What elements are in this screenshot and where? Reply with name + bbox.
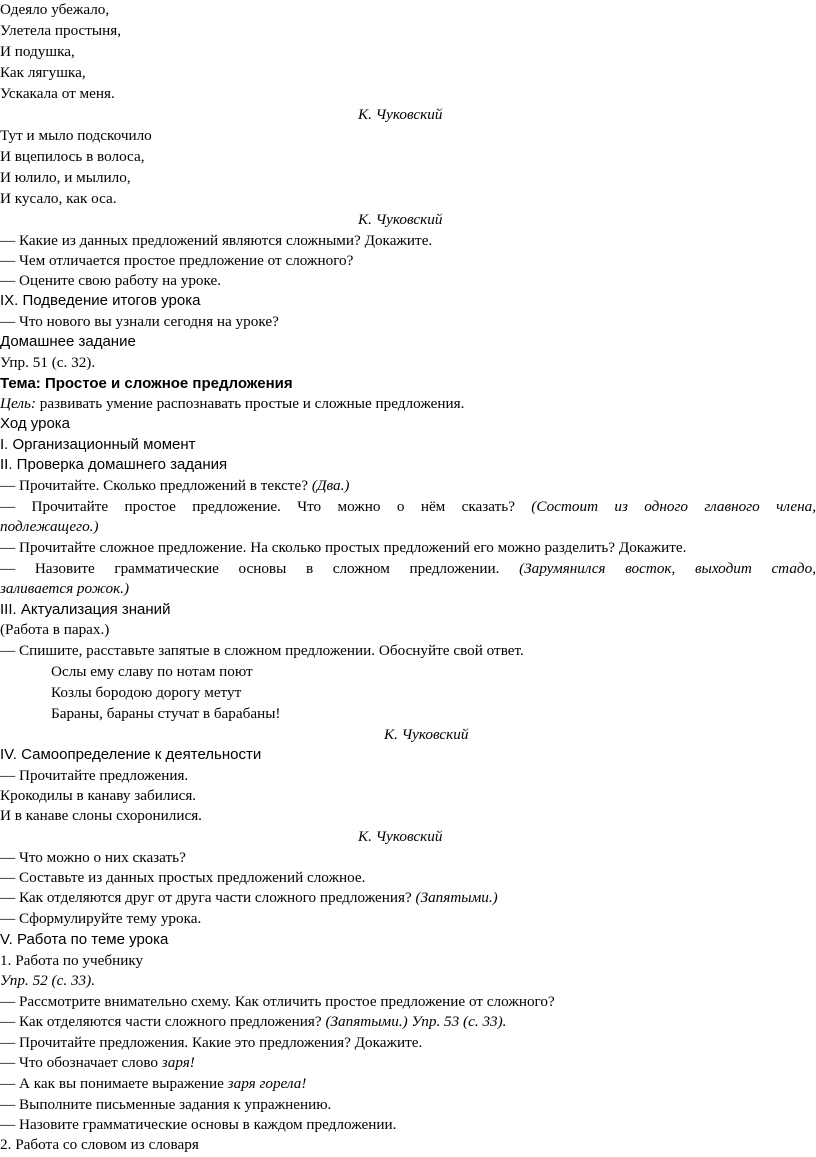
poem-line: Как лягушка,	[0, 64, 86, 81]
question-text: — Прочитайте. Сколько предложений в тексте?	[0, 477, 312, 494]
text-line: Упр. 51 (с. 32).	[0, 354, 96, 371]
goal-label: Цель:	[0, 395, 36, 412]
poem-author: К. Чуковский	[358, 828, 443, 845]
question-line: — Что можно о них сказать?	[0, 849, 186, 866]
answer-text: (Два.)	[311, 477, 350, 494]
poem-line: Ослы ему славу по нотам поют	[51, 663, 253, 680]
answer-line: заливается рожок.)	[0, 580, 130, 597]
poem-line: Козлы бородою дорогу метут	[51, 684, 242, 701]
question-text: — Прочитайте простое предложение. Что можно о нём сказать?	[0, 498, 532, 515]
poem-author: К. Чуковский	[358, 211, 443, 228]
question-text: — Как отделяются друг от друга части сложного предложения?	[0, 889, 416, 906]
question-line: — Что нового вы узнали сегодня на уроке?	[0, 313, 279, 330]
exercise-ref: Упр. 52 (с. 33).	[0, 972, 95, 989]
poem-line: И юлило, и мылило,	[0, 169, 131, 186]
poem-author: К. Чуковский	[384, 726, 469, 743]
poem-line: Ускакала от меня.	[0, 85, 115, 102]
answer-text: (Состоит из одного главного члена,	[531, 498, 816, 515]
goal-text: развивать умение распознавать простые и сложные предложения.	[35, 395, 465, 412]
section-heading: V. Работа по теме урока	[0, 931, 169, 948]
text-line: (Работа в парах.)	[0, 621, 110, 638]
question-line: — Прочитайте предложения.	[0, 767, 189, 784]
subsection-heading: 2. Работа со словом из словаря	[0, 1136, 199, 1153]
question-line: — Спишите, расставьте запятые в сложном предложении. Обоснуйте свой ответ.	[0, 642, 524, 659]
question-line	[0, 476, 816, 497]
poem-line: И подушка,	[0, 43, 75, 60]
question-line	[0, 497, 816, 518]
answer-line: подлежащего.)	[0, 518, 99, 535]
answer-text: (Зарумянился восток, выходит стадо,	[519, 560, 816, 577]
section-heading: II. Проверка домашнего задания	[0, 456, 228, 473]
answer-text: (Запятыми.) Упр. 53 (с. 33).	[325, 1013, 507, 1030]
question-line: — Назовите грамматические основы в каждом предложении.	[0, 1116, 397, 1133]
poem-author: К. Чуковский	[358, 106, 443, 123]
question-text: — А как вы понимаете выражение	[0, 1075, 228, 1092]
section-heading: IV. Самоопределение к деятельности	[0, 746, 262, 763]
question-line: — Прочитайте сложное предложение. На сколько простых предложений его можно разделить? Докажите.	[0, 539, 687, 556]
answer-text: заря!	[161, 1054, 195, 1071]
section-heading: Ход урока	[0, 415, 71, 432]
section-heading: Домашнее задание	[0, 333, 136, 350]
question-text: — Как отделяются части сложного предложения?	[0, 1013, 326, 1030]
question-line: — Рассмотрите внимательно схему. Как отличить простое предложение от сложного?	[0, 993, 555, 1010]
answer-text: (Запятыми.)	[415, 889, 498, 906]
question-line: — Оцените свою работу на уроке.	[0, 272, 222, 289]
question-line: — Какие из данных предложений являются сложными? Докажите.	[0, 232, 433, 249]
question-line	[0, 888, 816, 909]
poem-line: И кусало, как оса.	[0, 190, 117, 207]
question-line	[0, 1053, 816, 1074]
lesson-topic: Тема: Простое и сложное предложения	[0, 375, 293, 392]
question-line: — Чем отличается простое предложение от сложного?	[0, 252, 354, 269]
section-heading: IX. Подведение итогов урока	[0, 292, 201, 309]
lesson-goal	[0, 394, 816, 415]
question-line: — Сформулируйте тему урока.	[0, 910, 202, 927]
question-text: — Что обозначает слово	[0, 1054, 162, 1071]
poem-line: И вцепилось в волоса,	[0, 148, 145, 165]
question-line	[0, 559, 816, 580]
poem-line: Тут и мыло подскочило	[0, 127, 152, 144]
section-heading: III. Актуализация знаний	[0, 601, 171, 618]
subsection-heading: 1. Работа по учебнику	[0, 952, 144, 969]
question-line	[0, 1012, 816, 1033]
text-line: Крокодилы в канаву забилися.	[0, 787, 197, 804]
poem-line: Бараны, бараны стучат в барабаны!	[51, 705, 281, 722]
section-heading: I. Организационный момент	[0, 436, 196, 453]
question-line: — Составьте из данных простых предложений сложное.	[0, 869, 366, 886]
poem-line: Одеяло убежало,	[0, 1, 110, 18]
answer-text: заря горела!	[227, 1075, 307, 1092]
text-line: И в канаве слоны схоронилися.	[0, 807, 202, 824]
poem-line: Улетела простыня,	[0, 22, 122, 39]
question-line	[0, 1074, 816, 1095]
question-line: — Выполните письменные задания к упражнению.	[0, 1096, 332, 1113]
question-text: — Назовите грамматические основы в сложном предложении.	[0, 560, 520, 577]
question-line: — Прочитайте предложения. Какие это предложения? Докажите.	[0, 1034, 423, 1051]
